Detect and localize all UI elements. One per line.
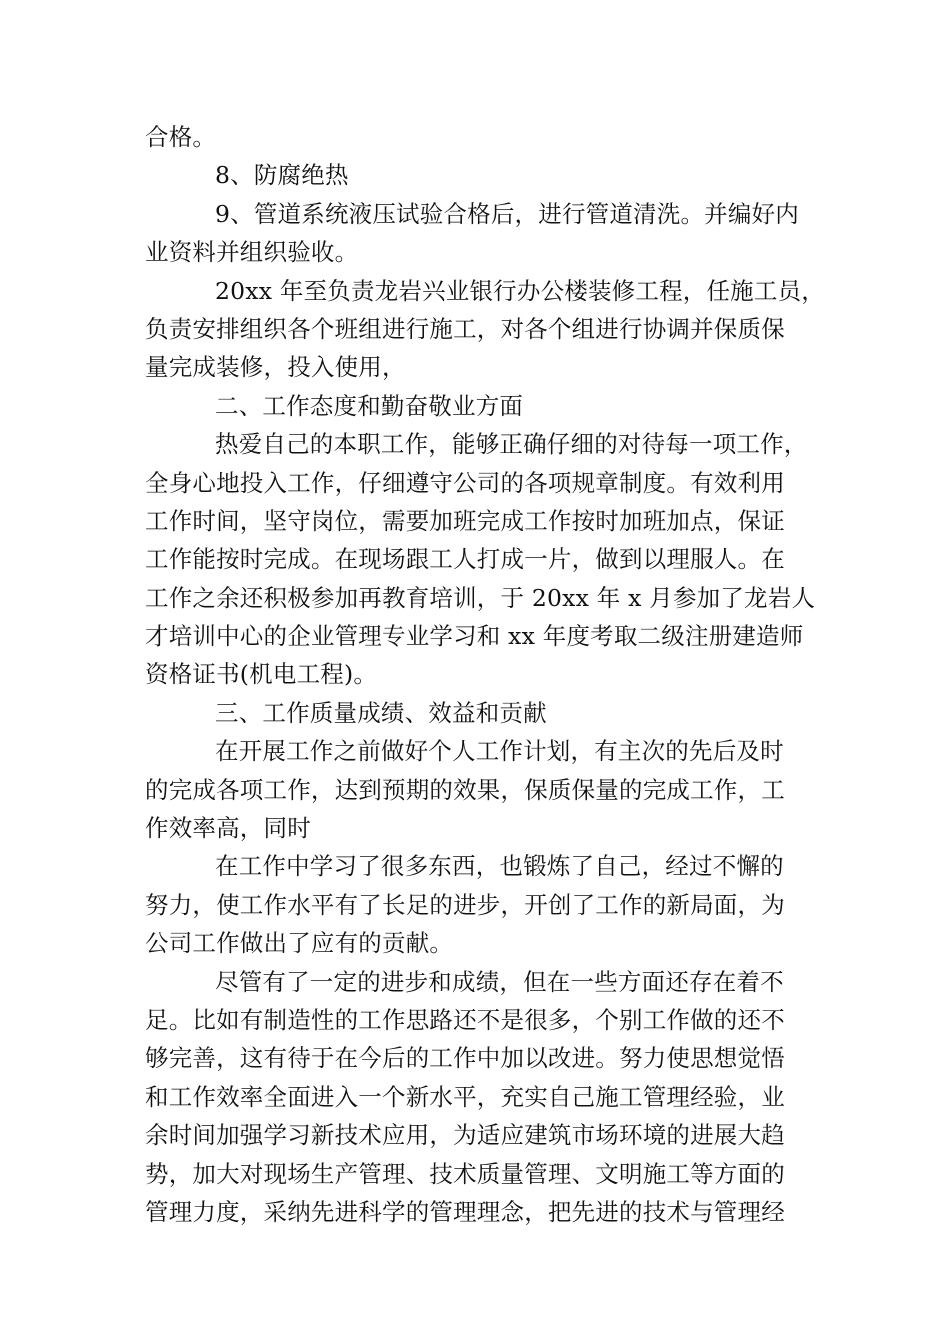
text-line: 业资料并组织验收。 [145, 238, 359, 267]
text-line: 努力，使工作水平有了长足的进步，开创了工作的新局面，为 [145, 890, 785, 919]
text-line: 才培训中心的企业管理专业学习和 xx 年度考取二级注册建造师 [145, 622, 804, 651]
text-line: 工作之余还积极参加再教育培训，于 20xx 年 x 月参加了龙岩人 [145, 583, 816, 612]
document-body [145, 118, 825, 1231]
text-line: 量完成装修，投入使用， [145, 353, 406, 382]
text-line: 9、管道系统液压试验合格后，进行管道清洗。并编好内 [215, 199, 799, 228]
text-line: 20xx 年至负责龙岩兴业银行办公楼装修工程，任施工员， [215, 276, 825, 305]
text-line: 余时间加强学习新技术应用，为适应建筑市场环境的进展大趋 [145, 1121, 785, 1150]
text-line: 工作时间，坚守岗位，需要加班完成工作按时加班加点，保证 [145, 506, 785, 535]
text-line: 资格证书(机电工程)。 [145, 660, 378, 689]
text-line: 势，加大对现场生产管理、技术质量管理、文明施工等方面的 [145, 1159, 785, 1188]
text-line: 足。比如有制造性的工作思路还不是很多，个别工作做的还不 [145, 1005, 785, 1034]
text-line: 管理力度，采纳先进科学的管理理念，把先进的技术与管理经 [145, 1197, 785, 1226]
text-line: 作效率高，同时 [145, 814, 311, 843]
text-line: 二、工作态度和勤奋敬业方面 [215, 391, 524, 420]
text-line: 负责安排组织各个班组进行施工，对各个组进行协调并保质保 [145, 314, 785, 343]
text-line: 全身心地投入工作，仔细遵守公司的各项规章制度。有效利用 [145, 468, 785, 497]
text-line: 热爱自己的本职工作，能够正确仔细的对待每一项工作， [215, 430, 808, 459]
text-line: 的完成各项工作，达到预期的效果，保质保量的完成工作，工 [145, 775, 785, 804]
text-line: 三、工作质量成绩、效益和贡献 [215, 698, 547, 727]
text-line: 在工作中学习了很多东西，也锻炼了自己，经过不懈的 [215, 852, 784, 881]
text-line: 尽管有了一定的进步和成绩，但在一些方面还存在着不 [215, 967, 784, 996]
text-line: 和工作效率全面进入一个新水平，充实自己施工管理经验，业 [145, 1082, 785, 1111]
text-line: 在开展工作之前做好个人工作计划，有主次的先后及时 [215, 737, 784, 766]
text-line: 合格。 [145, 123, 217, 151]
text-line: 公司工作做出了应有的贡献。 [145, 929, 454, 958]
text-line: 8、防腐绝热 [215, 161, 349, 190]
text-line: 够完善，这有待于在今后的工作中加以改进。努力使思想觉悟 [145, 1044, 785, 1073]
text-line: 工作能按时完成。在现场跟工人打成一片，做到以理服人。在 [145, 545, 785, 574]
